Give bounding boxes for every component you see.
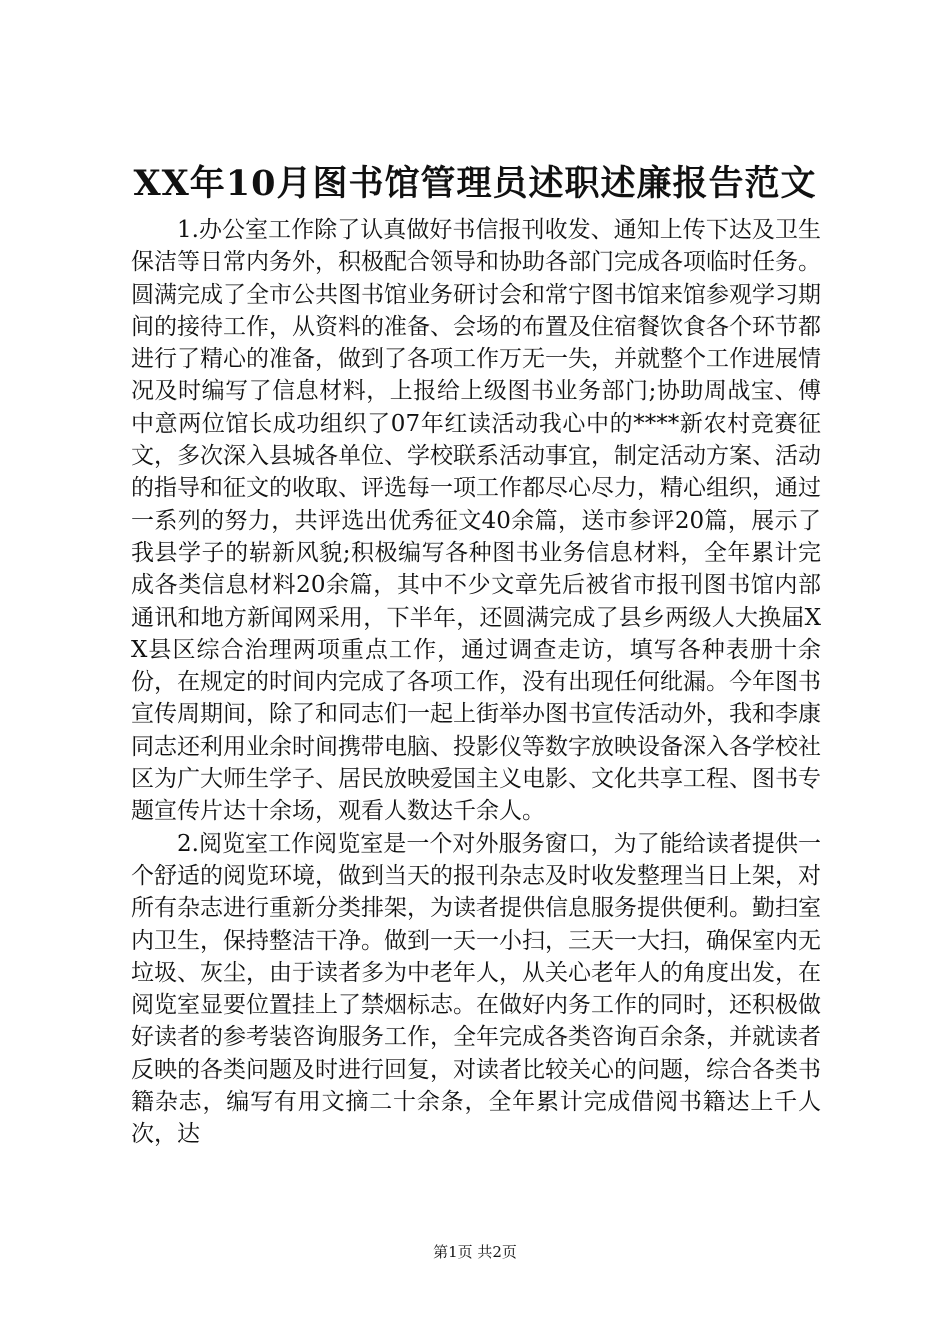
paragraph-reading-room-work: 2.阅览室工作阅览室是一个对外服务窗口，为了能给读者提供一个舒适的阅览环境，做到当天的报刊杂志及时收发整理当日上架，对所有杂志进行重新分类排架，为读者提供信息服务提供便利。勤扫室内卫生，保持整洁干净。做到一天一小扫，三天一大扫，确保室内无垃圾、灰尘，由于读者多为中老年人，从关心老年人的角度出发，在阅览室显要位置挂上了禁烟标志。在做好内务工作的同时，还积极做好读者的参考装咨询服务工作，全年完成各类咨询百余条，并就读者反映的各类问题及时进行回复，对读者比较关心的问题，综合各类书籍杂志，编写有用文摘二十余条，全年累计完成借阅书籍达上千人次，达	[131, 830, 821, 1148]
page-number-footer: 第1页 共2页	[433, 1243, 517, 1261]
document-title: XX年10月图书馆管理员述职述廉报告范文	[133, 163, 817, 204]
paragraph-office-work: 1.办公室工作除了认真做好书信报刊收发、通知上传下达及卫生保洁等日常内务外，积极配合领导和协助各部门完成各项临时任务。圆满完成了全市公共图书馆业务研讨会和常宁图书馆来馆参观学习期间的接待工作，从资料的准备、会场的布置及住宿餐饮食各个环节都进行了精心的准备，做到了各项工作万无一失，并就整个工作进展情况及时编写了信息材料，上报给上级图书业务部门;协助周战宝、傅中意两位馆长成功组织了07年红读活动我心中的****新农村竞赛征文，多次深入县城各单位、学校联系活动事宜，制定活动方案、活动的指导和征文的收取、评选每一项工作都尽心尽力，精心组织，通过一系列的努力，共评选出优秀征文40余篇，送市参评20篇，展示了我县学子的崭新风貌;积极编写各种图书业务信息材料，全年累计完成各类信息材料20余篇，其中不少文章先后被省市报刊图书馆内部通讯和地方新闻网采用，下半年，还圆满完成了县乡两级人大换届XX县区综合治理两项重点工作，通过调查走访，填写各种表册十余份，在规定的时间内完成了各项工作，没有出现任何纰漏。今年图书宣传周期间，除了和同志们一起上街举办图书宣传活动外，我和李康同志还利用业余时间携带电脑、投影仪等数字放映设备深入各学校社区为广大师生学子、居民放映爱国主义电影、文化共享工程、图书专题宣传片达十余场，观看人数达千余人。	[131, 217, 821, 825]
document-body	[131, 214, 821, 1151]
